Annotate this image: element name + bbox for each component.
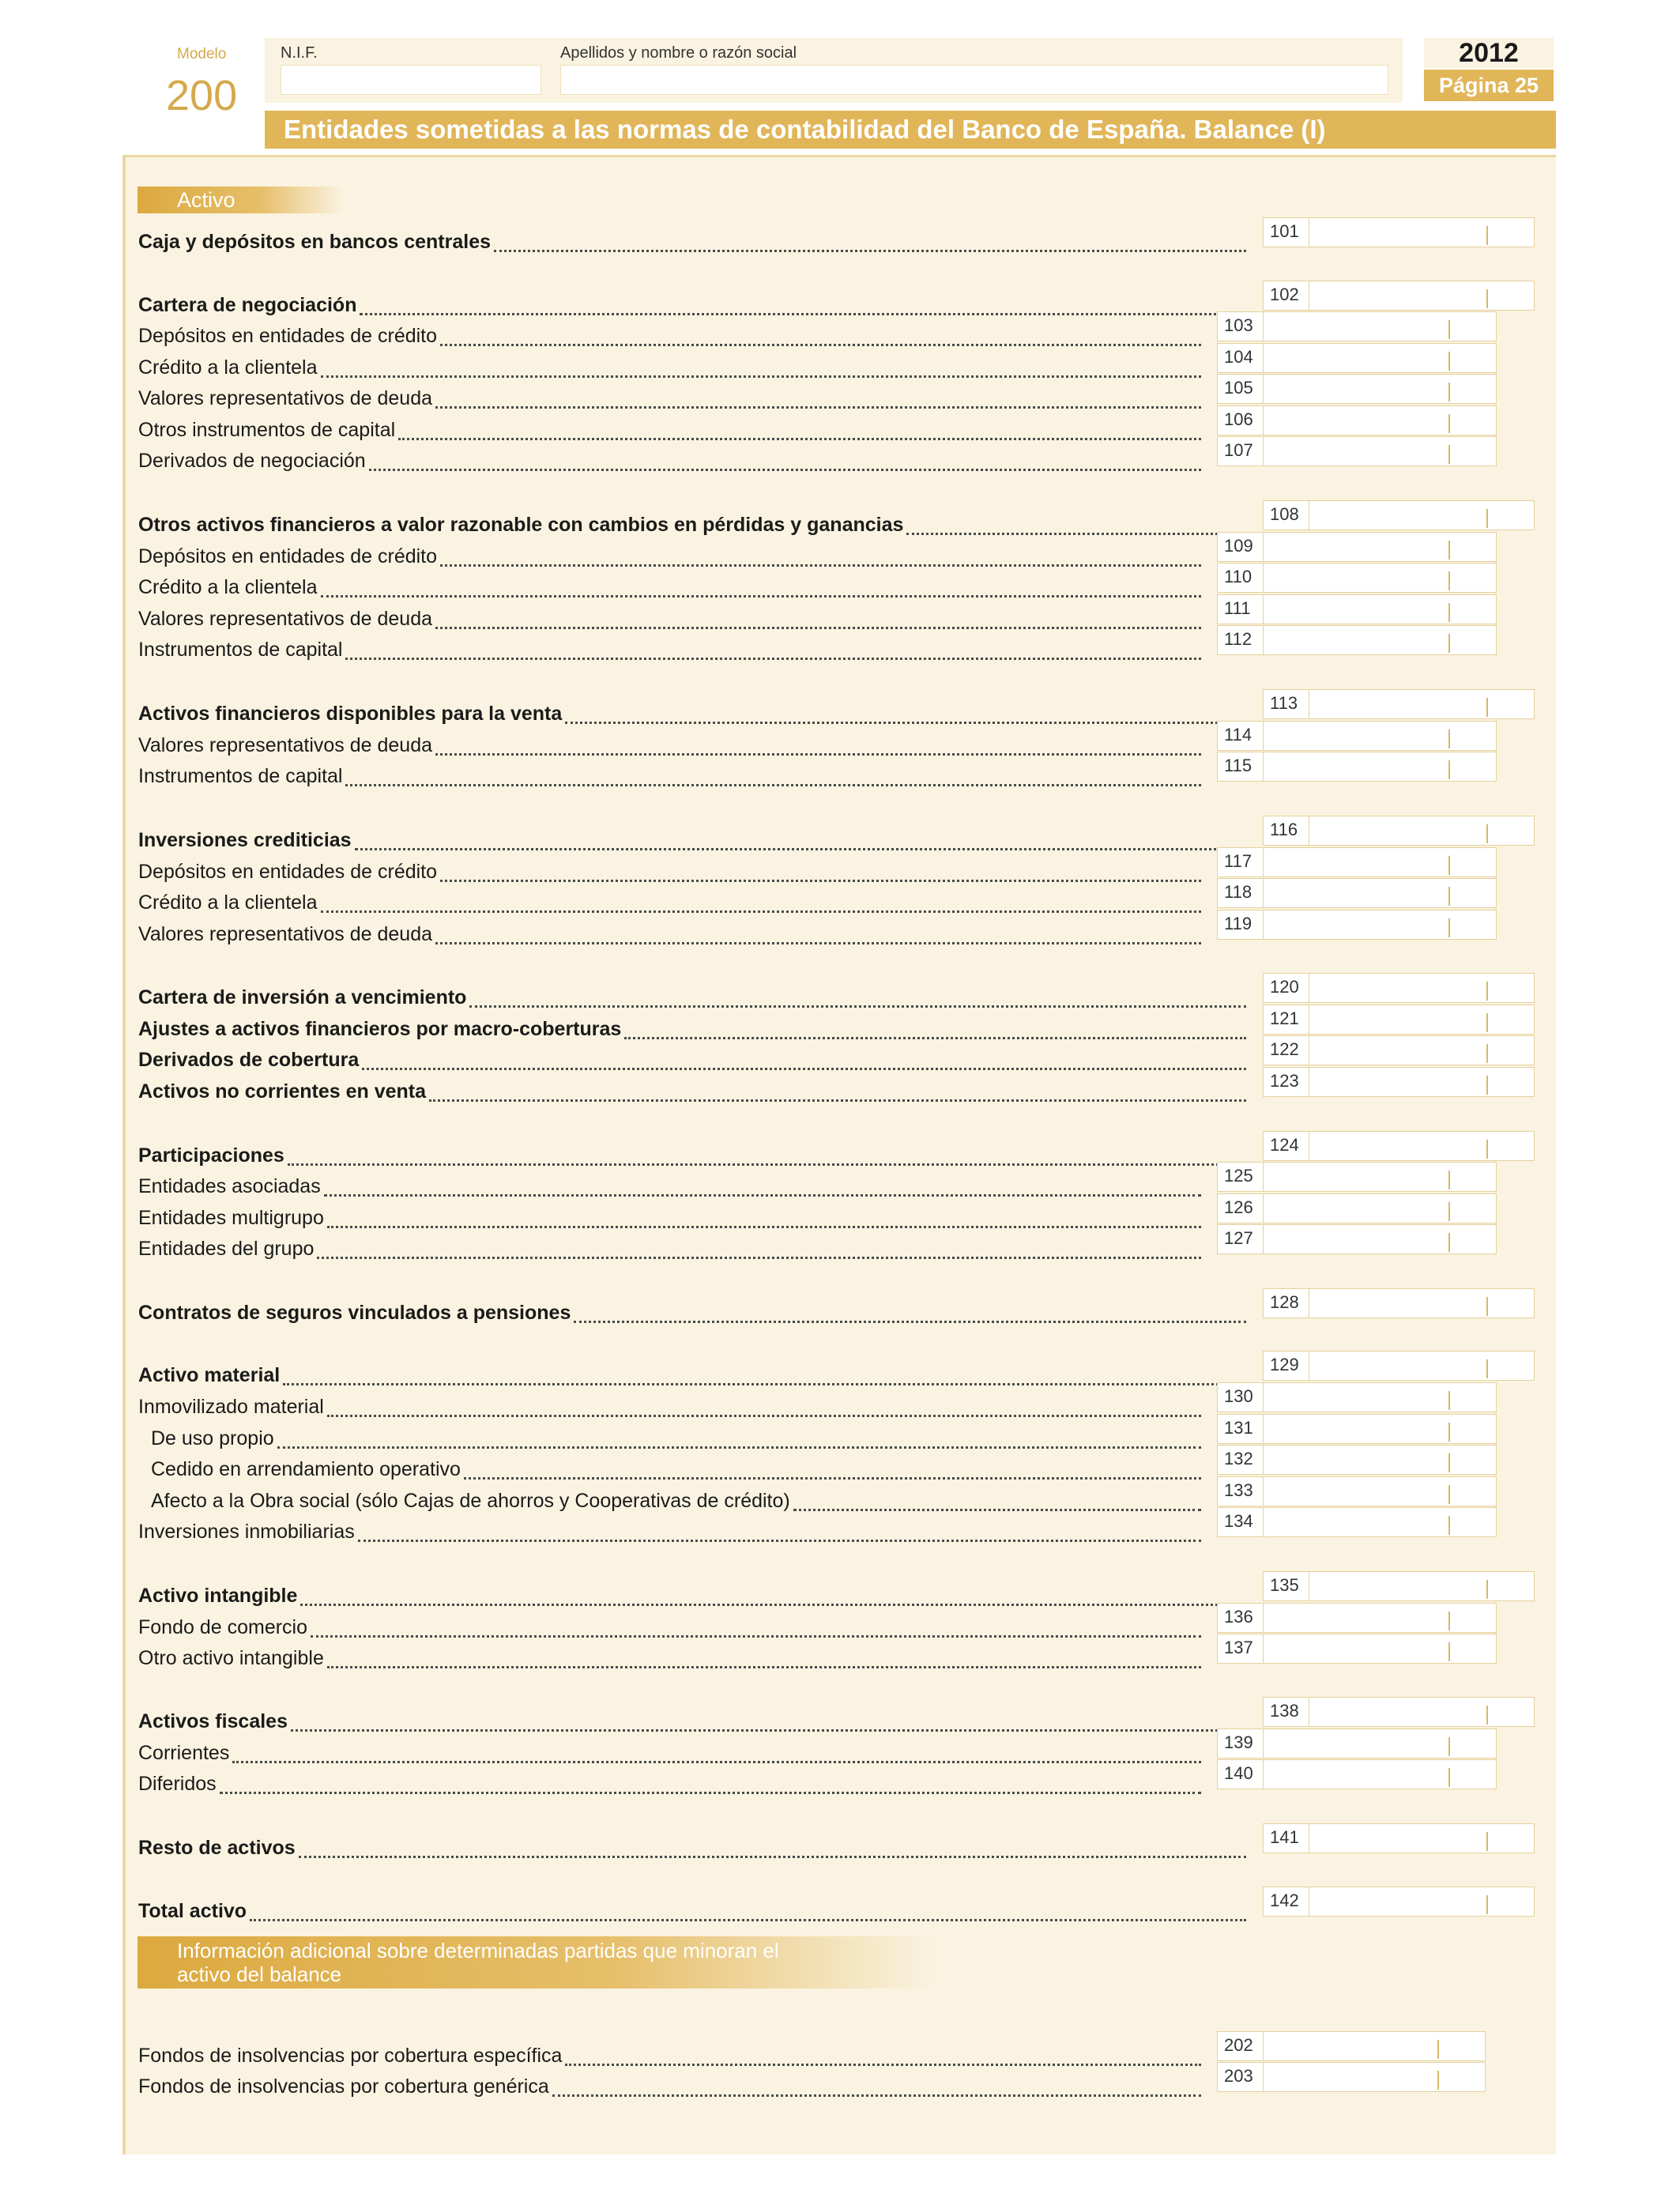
leader-dots [358,1540,1201,1542]
balance-row-125 [138,1172,1201,1201]
amount-cell-141 [1263,1823,1535,1853]
box-code: 105 [1218,375,1264,403]
row-label: Caja y depósitos en bancos centrales [138,230,491,253]
row-label: Ajustes a activos financieros por macro-coberturas [138,1017,622,1040]
amount-input[interactable] [1309,1887,1534,1916]
amount-input[interactable] [1309,816,1534,845]
balance-row-127 [138,1235,1201,1263]
balance-row-134 [138,1517,1201,1546]
amount-cell-120 [1263,973,1535,1003]
box-code: 125 [1218,1163,1264,1191]
box-code: 104 [1218,344,1264,372]
amount-input[interactable] [1264,1194,1496,1223]
balance-row-111 [138,605,1201,633]
amount-input[interactable] [1264,375,1496,403]
balance-row-124 [138,1141,1246,1170]
box-code: 131 [1218,1415,1264,1443]
balance-row-108 [138,511,1246,539]
amount-cell-142 [1263,1887,1535,1917]
box-code: 112 [1218,626,1264,654]
balance-row-122 [138,1046,1246,1074]
leader-dots [300,1604,1246,1606]
row-label: Contratos de seguros vinculados a pensiones [138,1301,571,1324]
amount-cell-130 [1217,1382,1497,1412]
row-label: Cedido en arrendamiento operativo [151,1457,461,1480]
row-label: Inversiones crediticias [138,828,352,851]
row-label: Fondos de insolvencias por cobertura genérica [138,2075,549,2098]
leader-dots [321,595,1201,598]
leader-dots [435,753,1201,756]
balance-row-119 [138,920,1201,948]
amount-input[interactable] [1264,533,1496,561]
amount-cell-129 [1263,1351,1535,1381]
box-code: 107 [1218,437,1264,466]
balance-row-135 [138,1581,1246,1610]
amount-cell-110 [1217,563,1497,593]
amount-input[interactable] [1264,2032,1485,2060]
amount-input[interactable] [1309,1289,1534,1318]
row-label: De uso propio [151,1427,274,1449]
amount-cell-102 [1263,281,1535,311]
amount-input[interactable] [1264,1446,1496,1474]
leader-dots [565,722,1246,724]
balance-row-133 [138,1487,1201,1515]
balance-row-126 [138,1204,1201,1232]
amount-input[interactable] [1264,437,1496,466]
amount-cell-134 [1217,1507,1497,1537]
amount-cell-121 [1263,1005,1535,1035]
amount-cell-103 [1217,311,1497,341]
balance-row-121 [138,1015,1246,1043]
box-code: 142 [1264,1887,1309,1916]
amount-input[interactable] [1309,218,1534,247]
row-label: Activo intangible [138,1584,298,1607]
box-code: 139 [1218,1729,1264,1758]
box-code: 120 [1264,974,1309,1002]
leader-dots [299,1856,1246,1858]
leader-dots [311,1635,1201,1638]
amount-input[interactable] [1309,1005,1534,1034]
box-code: 103 [1218,312,1264,341]
row-label: Fondos de insolvencias por cobertura específica [138,2044,563,2067]
amount-input[interactable] [1309,690,1534,718]
amount-input[interactable] [1309,1824,1534,1853]
amount-input[interactable] [1264,595,1496,624]
row-label: Derivados de cobertura [138,1048,360,1071]
amount-cell-106 [1217,405,1497,435]
box-code: 128 [1264,1289,1309,1318]
nombre-field[interactable] [560,65,1388,95]
balance-row-136 [138,1613,1201,1642]
amount-cell-132 [1217,1445,1497,1475]
box-code: 113 [1264,690,1309,718]
row-label: Depósitos en entidades de crédito [138,545,438,567]
amount-cell-101 [1263,217,1535,247]
amount-cell-137 [1217,1634,1497,1664]
balance-row-120 [138,983,1246,1012]
info-row-202 [138,2041,1201,2070]
amount-input[interactable] [1264,1415,1496,1443]
amount-input[interactable] [1264,344,1496,372]
leader-dots [435,942,1201,944]
amount-input[interactable] [1309,1036,1534,1065]
amount-cell-116 [1263,816,1535,846]
amount-input[interactable] [1309,281,1534,310]
amount-cell-104 [1217,343,1497,373]
amount-input[interactable] [1264,1508,1496,1536]
amount-input[interactable] [1264,879,1496,907]
box-code: 203 [1218,2063,1264,2091]
balance-row-140 [138,1770,1201,1798]
box-code: 126 [1218,1194,1264,1223]
amount-input[interactable] [1309,1132,1534,1160]
amount-input[interactable] [1264,752,1496,781]
amount-cell-124 [1263,1131,1535,1161]
row-label: Cartera de inversión a vencimiento [138,986,467,1008]
leader-dots [369,469,1201,471]
leader-dots [494,250,1246,252]
amount-input[interactable] [1264,1760,1496,1789]
amount-input[interactable] [1309,1351,1534,1380]
leader-dots [574,1321,1246,1323]
amount-input[interactable] [1264,1729,1496,1758]
amount-input[interactable] [1309,1068,1534,1096]
amount-input[interactable] [1264,1604,1496,1632]
box-code: 115 [1218,752,1264,781]
box-code: 117 [1218,848,1264,876]
leader-dots [440,344,1201,346]
box-code: 110 [1218,564,1264,592]
row-label: Instrumentos de capital [138,638,343,661]
row-label: Activos financieros disponibles para la venta [138,702,563,725]
balance-row-116 [138,826,1246,854]
amount-input[interactable] [1264,722,1496,750]
box-code: 137 [1218,1634,1264,1663]
amount-cell-131 [1217,1414,1497,1444]
year-badge: 2012 [1424,38,1554,68]
box-code: 202 [1218,2032,1264,2060]
balance-row-104 [138,353,1201,382]
box-code: 108 [1264,501,1309,530]
leader-dots [288,1163,1246,1166]
amount-input[interactable] [1264,1383,1496,1412]
leader-dots [345,658,1201,660]
balance-row-141 [138,1834,1246,1862]
amount-cell-105 [1217,374,1497,404]
leader-dots [355,848,1246,850]
row-label: Crédito a la clientela [138,575,318,598]
leader-dots [565,2064,1201,2066]
modelo-number: 200 [166,72,238,119]
amount-input[interactable] [1264,848,1496,876]
page-badge: Página 25 [1424,70,1554,101]
amount-input[interactable] [1264,1163,1496,1191]
row-label: Depósitos en entidades de crédito [138,860,438,883]
box-code: 132 [1218,1446,1264,1474]
row-label: Fondo de comercio [138,1615,308,1638]
box-code: 123 [1264,1068,1309,1096]
amount-cell-123 [1263,1067,1535,1097]
box-code: 124 [1264,1132,1309,1160]
box-code: 106 [1218,406,1264,435]
balance-row-113 [138,699,1246,728]
balance-row-130 [138,1393,1201,1421]
box-code: 136 [1218,1604,1264,1632]
amount-cell-118 [1217,878,1497,908]
leader-dots [277,1446,1201,1449]
balance-row-138 [138,1707,1246,1736]
balance-row-115 [138,762,1201,790]
row-label: Resto de activos [138,1836,296,1859]
row-label: Cartera de negociación [138,293,357,316]
box-code: 111 [1218,595,1264,624]
amount-input[interactable] [1309,1698,1534,1726]
amount-cell-202 [1217,2031,1486,2061]
balance-row-112 [138,635,1201,664]
box-code: 134 [1218,1508,1264,1536]
row-label: Instrumentos de capital [138,764,343,787]
box-code: 116 [1264,816,1309,845]
balance-row-132 [138,1455,1201,1483]
amount-cell-126 [1217,1193,1497,1223]
leader-dots [429,1099,1246,1102]
amount-cell-140 [1217,1759,1497,1789]
leader-dots [624,1037,1246,1039]
amount-input[interactable] [1264,406,1496,435]
balance-row-131 [138,1424,1201,1453]
box-code: 133 [1218,1477,1264,1506]
leader-dots [362,1068,1246,1070]
box-code: 138 [1264,1698,1309,1726]
amount-input[interactable] [1264,2063,1485,2091]
row-label: Diferidos [138,1772,217,1795]
section-activo: Activo [137,187,343,213]
box-code: 140 [1218,1760,1264,1789]
amount-input[interactable] [1264,1225,1496,1253]
balance-row-142 [138,1897,1246,1925]
row-label: Inmovilizado material [138,1395,324,1418]
row-label: Valores representativos de deuda [138,607,432,630]
box-code: 127 [1218,1225,1264,1253]
row-label: Crédito a la clientela [138,891,318,914]
amount-cell-127 [1217,1224,1497,1254]
box-code: 119 [1218,910,1264,939]
leader-dots [469,1005,1246,1008]
box-code: 122 [1264,1036,1309,1065]
row-label: Total activo [138,1899,247,1922]
row-label: Activos no corrientes en venta [138,1080,427,1103]
balance-row-105 [138,384,1201,413]
row-label: Otro activo intangible [138,1646,324,1669]
balance-row-118 [138,888,1201,917]
leader-dots [250,1919,1246,1921]
amount-cell-203 [1217,2062,1486,2092]
row-label: Activos fiscales [138,1710,288,1732]
box-code: 109 [1218,533,1264,561]
leader-dots [291,1729,1246,1732]
balance-row-110 [138,573,1201,601]
balance-row-101 [138,228,1246,256]
leader-dots [440,880,1201,882]
leader-dots [435,406,1201,409]
row-label: Participaciones [138,1144,284,1167]
balance-row-137 [138,1644,1201,1672]
amount-cell-107 [1217,436,1497,466]
leader-dots [220,1792,1201,1794]
row-label: Otros activos financieros a valor razonable con cambios en pérdidas y ganancias [138,513,904,536]
page-title: Entidades sometidas a las normas de contabilidad del Banco de España. Balance (I) [265,111,1556,149]
box-code: 101 [1264,218,1309,247]
amount-cell-109 [1217,532,1497,562]
amount-cell-114 [1217,721,1497,751]
amount-input[interactable] [1264,1634,1496,1663]
balance-row-129 [138,1361,1246,1389]
box-code: 135 [1264,1572,1309,1600]
box-code: 121 [1264,1005,1309,1034]
amount-cell-117 [1217,847,1497,877]
amount-cell-128 [1263,1288,1535,1318]
box-code: 141 [1264,1824,1309,1853]
amount-input[interactable] [1309,974,1534,1002]
leader-dots [324,1194,1201,1197]
leader-dots [906,533,1246,535]
leader-dots [360,313,1246,315]
row-label: Depósitos en entidades de crédito [138,324,438,347]
balance-row-109 [138,542,1201,571]
balance-row-117 [138,858,1201,886]
amount-cell-122 [1263,1035,1535,1065]
header-identification [265,38,1403,103]
amount-input[interactable] [1264,312,1496,341]
leader-dots [793,1509,1201,1511]
row-label: Entidades asociadas [138,1174,321,1197]
amount-input[interactable] [1264,564,1496,592]
amount-cell-135 [1263,1571,1535,1601]
row-label: Corrientes [138,1741,230,1764]
row-label: Crédito a la clientela [138,356,318,379]
balance-row-103 [138,322,1201,350]
balance-row-107 [138,447,1201,475]
amount-cell-112 [1217,625,1497,655]
modelo-label: Modelo [177,46,227,62]
leader-dots [345,784,1201,786]
leader-dots [552,2094,1201,2097]
box-code: 118 [1218,879,1264,907]
row-label: Valores representativos de deuda [138,733,432,756]
amount-cell-133 [1217,1476,1497,1506]
balance-row-123 [138,1077,1246,1106]
nif-field[interactable] [281,65,541,95]
balance-row-128 [138,1299,1246,1327]
amount-cell-115 [1217,752,1497,782]
row-label: Valores representativos de deuda [138,922,432,945]
nif-label: N.I.F. [281,44,318,62]
balance-row-139 [138,1739,1201,1767]
amount-input[interactable] [1264,910,1496,939]
box-code: 114 [1218,722,1264,750]
amount-cell-125 [1217,1162,1497,1192]
box-code: 102 [1264,281,1309,310]
leader-dots [440,564,1201,567]
amount-input[interactable] [1264,626,1496,654]
amount-cell-108 [1263,500,1535,530]
row-label: Valores representativos de deuda [138,386,432,409]
nombre-label: Apellidos y nombre o razón social [560,44,797,62]
leader-dots [327,1415,1201,1417]
amount-cell-136 [1217,1603,1497,1633]
leader-dots [232,1761,1201,1763]
amount-cell-139 [1217,1728,1497,1759]
section-info-adicional: Información adicional sobre determinadas partidas que minoran el activo del balance [137,1936,936,1989]
row-label: Entidades multigrupo [138,1206,324,1229]
row-label: Inversiones inmobiliarias [138,1520,355,1543]
row-label: Afecto a la Obra social (sólo Cajas de ahorros y Cooperativas de crédito) [151,1489,790,1512]
row-label: Derivados de negociación [138,449,366,472]
row-label: Entidades del grupo [138,1237,315,1260]
leader-dots [283,1383,1246,1385]
amount-input[interactable] [1309,501,1534,530]
balance-row-114 [138,731,1201,760]
amount-input[interactable] [1264,1477,1496,1506]
leader-dots [435,627,1201,629]
leader-dots [317,1257,1201,1259]
box-code: 129 [1264,1351,1309,1380]
leader-dots [464,1477,1201,1480]
amount-cell-138 [1263,1697,1535,1727]
balance-row-106 [138,416,1201,444]
balance-row-102 [138,291,1246,319]
leader-dots [327,1226,1201,1228]
row-label: Activo material [138,1363,281,1386]
leader-dots [398,438,1201,440]
leader-dots [321,375,1201,378]
amount-cell-113 [1263,689,1535,719]
amount-cell-119 [1217,910,1497,940]
amount-cell-111 [1217,594,1497,624]
row-label: Otros instrumentos de capital [138,418,396,441]
leader-dots [321,910,1201,913]
leader-dots [327,1666,1201,1668]
info-row-203 [138,2072,1201,2101]
amount-input[interactable] [1309,1572,1534,1600]
box-code: 130 [1218,1383,1264,1412]
